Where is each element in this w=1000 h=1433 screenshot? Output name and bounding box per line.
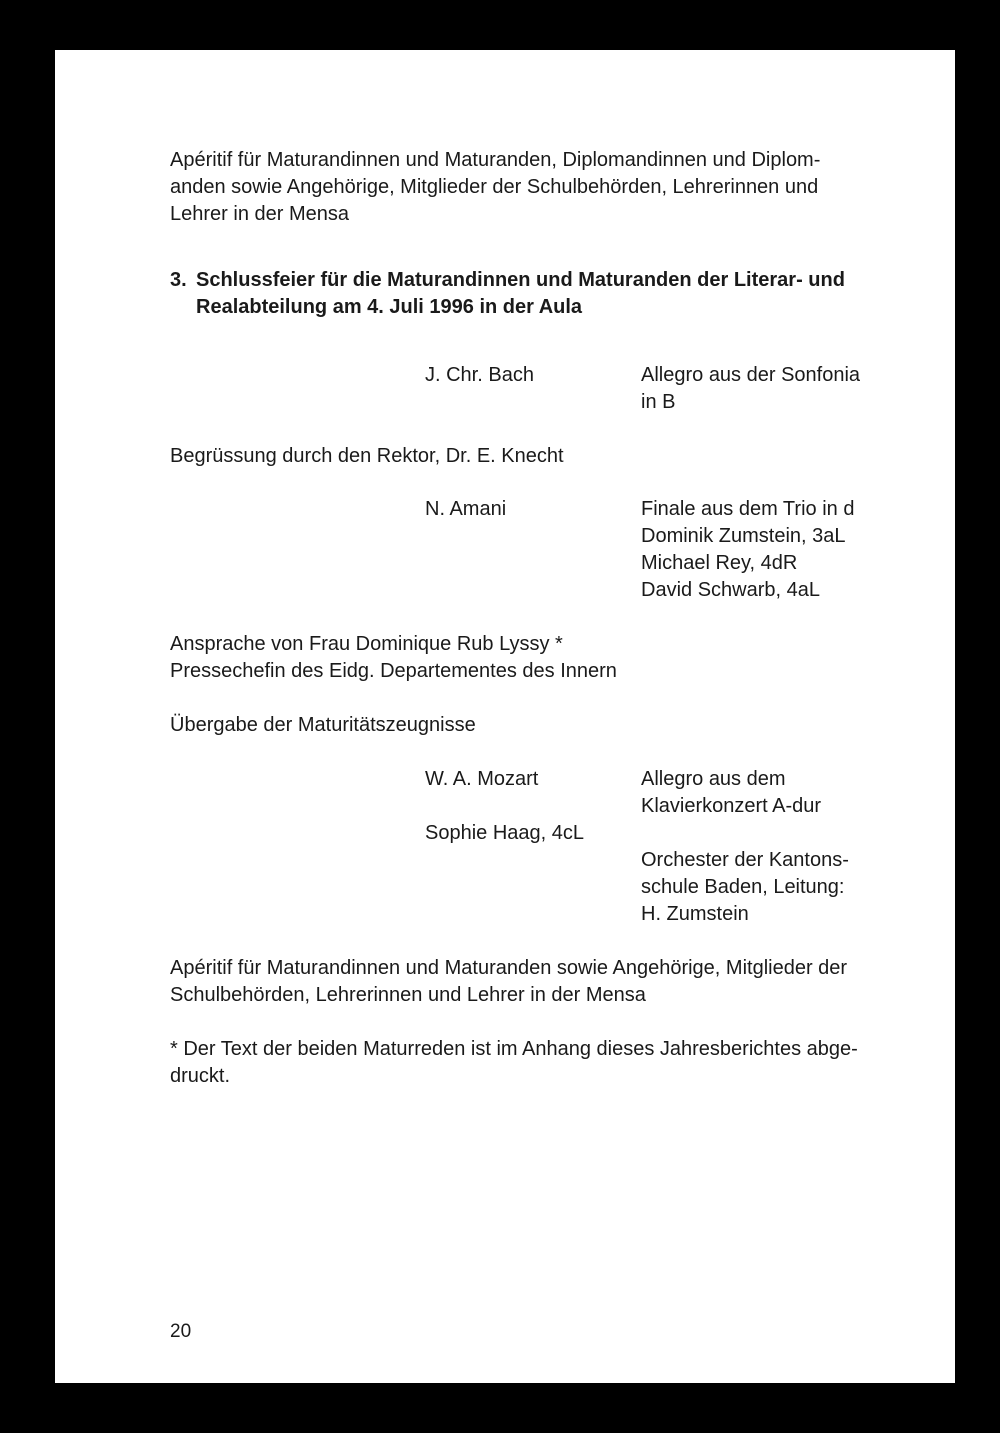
- mozart-soloist: Sophie Haag, 4cL: [425, 822, 585, 844]
- section-number: 3.: [170, 269, 187, 291]
- orchestra-line-3: H. Zumstein: [641, 903, 749, 925]
- mozart-composer: W. A. Mozart: [425, 768, 539, 790]
- speech-line-1: Ansprache von Frau Dominique Rub Lyssy *: [170, 633, 563, 655]
- document-page: [55, 50, 955, 1383]
- intro-aperitif-line-3: Lehrer in der Mensa: [170, 203, 349, 225]
- intro-aperitif-line-2: anden sowie Angehörige, Mitglieder der Schulbehörden, Lehrerinnen und: [170, 176, 819, 198]
- mozart-piece-line-2: Klavierkonzert A-dur: [641, 795, 822, 817]
- amani-performer-3: David Schwarb, 4aL: [641, 579, 820, 601]
- amani-performer-2: Michael Rey, 4dR: [641, 552, 798, 574]
- bach-piece-line-2: in B: [641, 391, 676, 413]
- greeting: Begrüssung durch den Rektor, Dr. E. Knecht: [170, 445, 564, 467]
- amani-composer: N. Amani: [425, 498, 507, 520]
- section-title-line-2: Realabteilung am 4. Juli 1996 in der Aula: [196, 296, 583, 318]
- footnote-line-1: * Der Text der beiden Maturreden ist im Anhang dieses Jahresberichtes abge-: [170, 1038, 858, 1060]
- closing-aperitif-line-1: Apéritif für Maturandinnen und Maturanden sowie Angehörige, Mitglieder der: [170, 957, 848, 979]
- section-title-line-1: Schlussfeier für die Maturandinnen und Maturanden der Literar- und: [196, 269, 845, 291]
- amani-piece-line-1: Finale aus dem Trio in d: [641, 498, 855, 520]
- mozart-piece-line-1: Allegro aus dem: [641, 768, 786, 790]
- amani-performer-1: Dominik Zumstein, 3aL: [641, 525, 846, 547]
- page-number: 20: [170, 1321, 192, 1342]
- speech-line-2: Pressechefin des Eidg. Departementes des Innern: [170, 660, 617, 682]
- orchestra-line-2: schule Baden, Leitung:: [641, 876, 845, 898]
- bach-composer: J. Chr. Bach: [425, 364, 534, 386]
- footnote-line-2: druckt.: [170, 1065, 231, 1087]
- intro-aperitif-line-1: Apéritif für Maturandinnen und Maturanden, Diplomandinnen und Diplom-: [170, 149, 821, 171]
- certificate-handover: Übergabe der Maturitätszeugnisse: [170, 714, 476, 736]
- bach-piece-line-1: Allegro aus der Sonfonia: [641, 364, 861, 386]
- closing-aperitif-line-2: Schulbehörden, Lehrerinnen und Lehrer in der Mensa: [170, 984, 646, 1006]
- orchestra-line-1: Orchester der Kantons-: [641, 849, 849, 871]
